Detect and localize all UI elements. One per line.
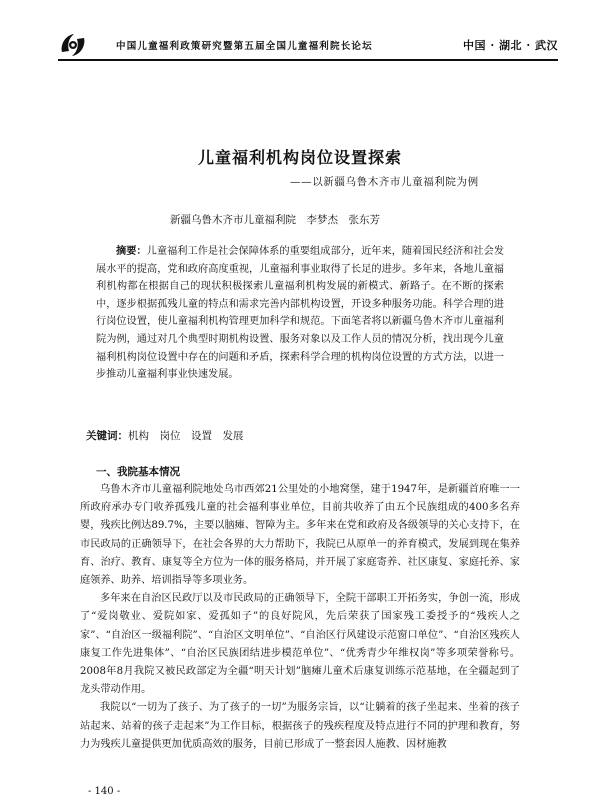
forum-logo-icon (58, 30, 88, 60)
header-location: 中国 · 湖北 · 武汉 (463, 39, 558, 52)
header-title: 中国儿童福利政策研究暨第五届全国儿童福利院长论坛 (116, 41, 373, 52)
paragraph: 多年来在自治区民政厅以及市民政局的正确领导下，全院干部职工开拓务实，争创一流，形成了“爱岗敬业、爱院如家、爱孤如子”的良好院风，先后荣获了国家残工委授予的“残疾人之家”、“自治区一级福利院”、“自治区文明单位”、“自治区行风建设示范窗口单位”、“自治区残疾人康复工作先进集体”、“自治区民族团结进步模范单位”、“优秀青少年维权岗”等多项荣誉称号。2008年8月我院又被民政部定为全疆“明天计划”脑瘫儿童术后康复训练示范基地，在全疆起到了龙头带动作用。 (80, 593, 520, 696)
abstract-text: 儿童福利工作是社会保障体系的重要组成部分，近年来，随着国民经济和社会发展水平的提高，党和政府高度重视，儿童福利事业取得了长足的进步。多年来，各地儿童福利机构都在根据自己的现状积极探索儿童福利机构发展的新模式、新路子。在不断的探索中，逐步根据孤残儿童的特点和需求完善内部机构设置，开设多种服务功能。科学合理的进行岗位设置，使儿童福利机构管理更加科学和规范。下面笔者将以新疆乌鲁木齐市儿童福利院为例，通过对几个典型时期机构设置、服务对象以及工作人员的情况分析，找出现今儿童福利机构岗位设置中存在的问题和矛盾，探索科学合理的机构岗位设置的方式方法，以进一步推动儿童福利事业快速发展。 (96, 246, 505, 381)
keywords-text: 机构 岗位 设置 发展 (128, 430, 244, 442)
article-title: 儿童福利机构岗位设置探索 (197, 148, 402, 167)
keywords (86, 428, 244, 443)
abstract-label: 摘要： (116, 245, 147, 257)
header-rule (58, 59, 558, 61)
paragraph: 乌鲁木齐市儿童福利院地处乌市西郊21公里处的小地窝堡，建于1947年，是新疆首府唯一一所政府承办专门收养孤残儿童的社会福利事业单位，目前共收养了由五个民族组成的400多名弃婴，残疾比例达89.7%，主要以脑瘫、智障为主。多年来在党和政府及各级领导的关心支持下，在市民政局的正确领导下，在社会各界的大力帮助下，我院已从原单一的养育模式，发展到现在集养育、治疗、教育、康复等全方位为一体的服务格局，并开展了家庭寄养、社区康复、家庭托养、家庭领养、助养、培训指导等多项业务。 (80, 484, 520, 587)
article-authors: 新疆乌鲁木齐市儿童福利院 李梦杰 张东芳 (170, 214, 380, 226)
keywords-label: 关键词： (86, 430, 128, 442)
section-heading: 一、我院基本情况 (96, 466, 180, 478)
paragraph: 我院以“一切为了孩子、为了孩子的一切”为服务宗旨，以“让躺着的孩子坐起来、坐着的孩子站起来、站着的孩子走起来”为工作目标，根据孩子的残疾程度及特点进行不同的护理和教育，努力为残疾儿童提供更加优质高效的服务，目前已形成了一整套因人施教、因材施教 (80, 702, 520, 750)
body-text (80, 481, 520, 754)
abstract (96, 243, 504, 384)
page-header (58, 33, 558, 59)
page-number: - 140 - (88, 786, 121, 797)
article-subtitle: ——以新疆乌鲁木齐市儿童福利院为例 (290, 176, 479, 188)
